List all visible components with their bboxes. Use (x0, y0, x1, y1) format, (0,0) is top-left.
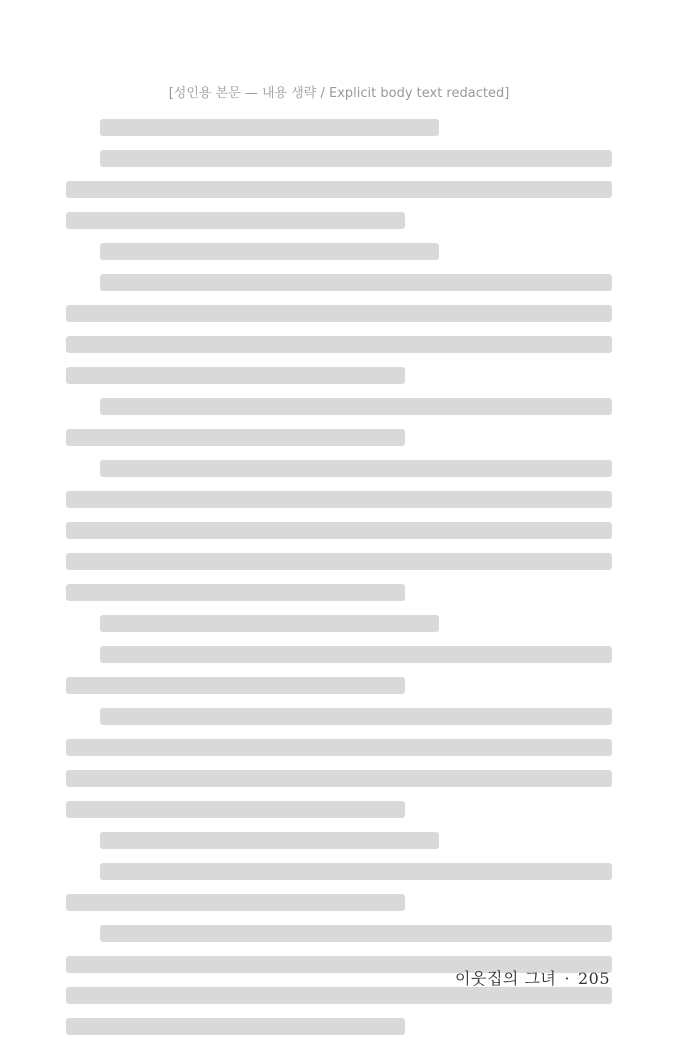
redacted-text-line (66, 677, 405, 694)
redacted-text-line (66, 739, 612, 756)
redacted-text-line (66, 429, 405, 446)
redacted-text-line (66, 553, 612, 570)
redacted-text-line (100, 243, 439, 260)
redacted-paragraph (66, 615, 612, 632)
redacted-paragraph (66, 274, 612, 384)
redaction-notice: [성인용 본문 — 내용 생략 / Explicit body text redacted] (168, 86, 510, 101)
redacted-paragraph (66, 646, 612, 694)
redacted-text-line (100, 274, 612, 291)
footer-separator: · (564, 969, 570, 988)
redacted-text-line (66, 212, 405, 229)
redacted-text-line (100, 398, 612, 415)
redacted-text-line (66, 336, 612, 353)
redacted-text-line (66, 770, 612, 787)
redacted-text-line (100, 460, 612, 477)
redacted-text-line (66, 894, 405, 911)
page-number: 205 (577, 969, 610, 988)
redacted-text-line (100, 832, 439, 849)
redacted-text-line (100, 925, 612, 942)
redacted-text-line (66, 584, 405, 601)
redacted-text-line (100, 119, 439, 136)
redacted-text-line (100, 708, 612, 725)
redacted-text-line (100, 863, 612, 880)
redacted-text-line (66, 522, 612, 539)
redacted-paragraph (66, 398, 612, 446)
redacted-paragraph (66, 243, 612, 260)
redacted-paragraph (66, 460, 612, 601)
redacted-text-line (66, 367, 405, 384)
redacted-text-line (100, 646, 612, 663)
redacted-paragraph (66, 119, 612, 136)
book-title: 이웃집의 그녀 (455, 969, 557, 988)
redacted-text-line (100, 615, 439, 632)
page-body (66, 82, 612, 1049)
redacted-text-line (66, 801, 405, 818)
page-footer (455, 966, 610, 989)
redacted-text-line (66, 987, 612, 1004)
redacted-paragraph (66, 832, 612, 849)
redacted-text-line (66, 305, 612, 322)
redacted-paragraphs (66, 119, 612, 1035)
redacted-paragraph (66, 863, 612, 911)
redacted-text-line (66, 1018, 405, 1035)
redacted-paragraph (66, 150, 612, 229)
redacted-paragraph (66, 708, 612, 818)
redacted-text-line (66, 181, 612, 198)
redacted-text-line (100, 150, 612, 167)
redacted-text-line (66, 491, 612, 508)
